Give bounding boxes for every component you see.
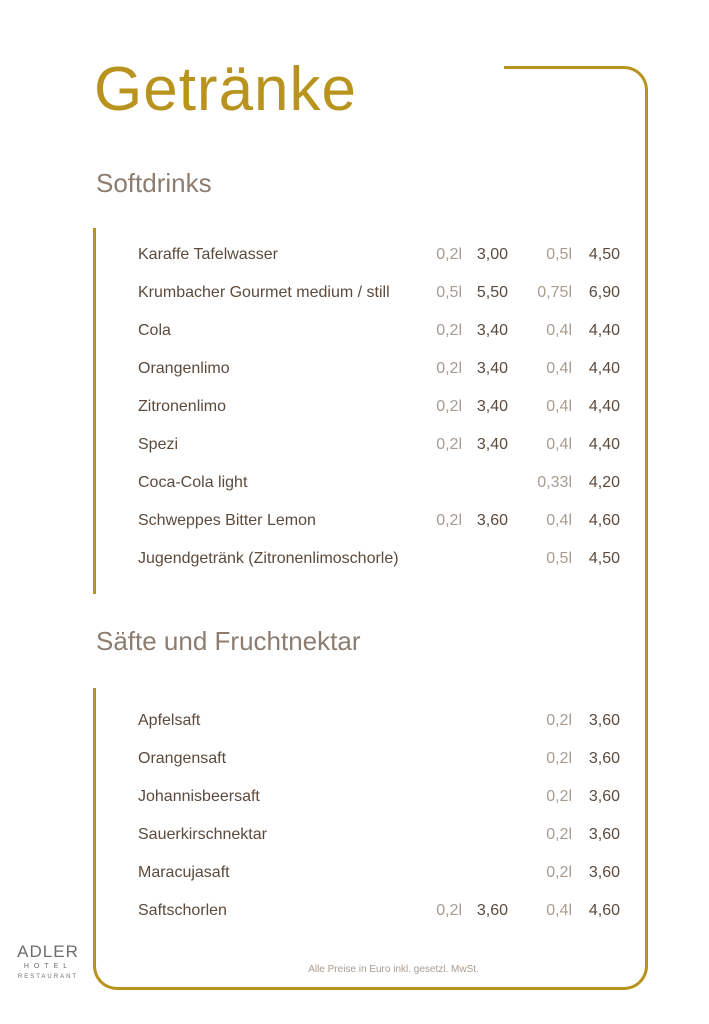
item-price-large: 6,90: [588, 284, 620, 301]
item-size-large: 0,2l: [546, 826, 572, 843]
section-heading-saefte: Säfte und Fruchtnektar: [96, 626, 361, 656]
item-size-large: 0,75l: [537, 284, 572, 301]
item-name: Johannisbeersaft: [138, 788, 260, 805]
item-price-small: 3,40: [476, 398, 508, 415]
item-price-large: 4,40: [588, 436, 620, 453]
menu-item: [138, 350, 628, 388]
item-size-large: 0,4l: [546, 436, 572, 453]
item-name: Karaffe Tafelwasser: [138, 246, 278, 263]
logo-restaurant: RESTAURANT: [17, 974, 79, 980]
frame-left-line-lower: [93, 688, 96, 944]
item-price-large: 4,40: [588, 360, 620, 377]
item-name: Sauerkirschnektar: [138, 826, 267, 843]
item-name: Saftschorlen: [138, 902, 227, 919]
menu-item: [138, 464, 628, 502]
frame-right-line: [645, 104, 648, 964]
item-price-large: 3,60: [588, 864, 620, 881]
item-price-large: 3,60: [588, 750, 620, 767]
saefte-list: [138, 702, 628, 930]
item-price-small: 3,40: [476, 322, 508, 339]
menu-item: [138, 312, 628, 350]
frame-corner-top-right: [504, 66, 648, 106]
item-name: Jugendgetränk (Zitronenlimoschorle): [138, 550, 399, 567]
item-size-small: 0,2l: [436, 436, 462, 453]
menu-item: [138, 502, 628, 540]
item-price-small: 3,60: [476, 902, 508, 919]
menu-item: [138, 816, 628, 854]
item-size-small: 0,5l: [436, 284, 462, 301]
item-size-small: 0,2l: [436, 360, 462, 377]
item-name: Zitronenlimo: [138, 398, 227, 415]
item-size-large: 0,5l: [546, 550, 572, 567]
item-size-large: 0,2l: [546, 712, 572, 729]
logo-hotel: HOTEL: [23, 963, 73, 970]
menu-item: [138, 236, 628, 274]
menu-item: [138, 778, 628, 816]
item-name: Coca-Cola light: [138, 474, 248, 491]
logo-name: ADLER: [17, 942, 79, 961]
item-size-large: 0,4l: [546, 902, 572, 919]
item-price-large: 3,60: [588, 826, 620, 843]
menu-item: [138, 540, 628, 578]
item-price-small: 3,40: [476, 436, 508, 453]
item-price-large: 4,20: [588, 474, 620, 491]
item-size-small: 0,2l: [436, 902, 462, 919]
item-size-large: 0,5l: [546, 246, 572, 263]
item-size-large: 0,2l: [546, 788, 572, 805]
menu-item: [138, 426, 628, 464]
item-price-large: 4,60: [588, 512, 620, 529]
adler-logo: [12, 942, 84, 982]
item-price-small: 3,00: [476, 246, 508, 263]
item-price-small: 3,40: [476, 360, 508, 377]
item-size-large: 0,2l: [546, 864, 572, 881]
item-price-large: 3,60: [588, 712, 620, 729]
item-price-large: 4,40: [588, 322, 620, 339]
item-name: Krumbacher Gourmet medium / still: [138, 284, 390, 301]
item-price-large: 4,40: [588, 398, 620, 415]
item-name: Schweppes Bitter Lemon: [138, 512, 316, 529]
item-price-large: 3,60: [588, 788, 620, 805]
menu-item: [138, 702, 628, 740]
item-size-large: 0,2l: [546, 750, 572, 767]
menu-item: [138, 388, 628, 426]
item-size-large: 0,33l: [537, 474, 572, 491]
item-name: Orangenlimo: [138, 360, 230, 377]
item-price-small: 3,60: [476, 512, 508, 529]
item-name: Cola: [138, 322, 171, 339]
item-name: Orangensaft: [138, 750, 227, 767]
price-footnote: Alle Preise in Euro inkl. gesetzl. MwSt.: [308, 964, 479, 975]
menu-item: [138, 854, 628, 892]
section-accent-bar: [93, 228, 96, 594]
item-size-large: 0,4l: [546, 512, 572, 529]
menu-item: [138, 740, 628, 778]
item-size-small: 0,2l: [436, 246, 462, 263]
item-size-large: 0,4l: [546, 360, 572, 377]
item-price-large: 4,50: [588, 550, 620, 567]
item-name: Spezi: [138, 436, 179, 453]
item-price-large: 4,60: [588, 902, 620, 919]
item-size-large: 0,4l: [546, 398, 572, 415]
softdrinks-list: [138, 236, 628, 578]
item-size-small: 0,2l: [436, 398, 462, 415]
item-price-large: 4,50: [588, 246, 620, 263]
item-name: Apfelsaft: [138, 712, 201, 729]
section-heading-softdrinks: Softdrinks: [96, 168, 212, 198]
item-price-small: 5,50: [476, 284, 508, 301]
menu-item: [138, 274, 628, 312]
menu-item: [138, 892, 628, 930]
item-size-small: 0,2l: [436, 512, 462, 529]
item-name: Maracujasaft: [138, 864, 230, 881]
item-size-small: 0,2l: [436, 322, 462, 339]
page-title: Getränke: [94, 55, 358, 124]
item-size-large: 0,4l: [546, 322, 572, 339]
